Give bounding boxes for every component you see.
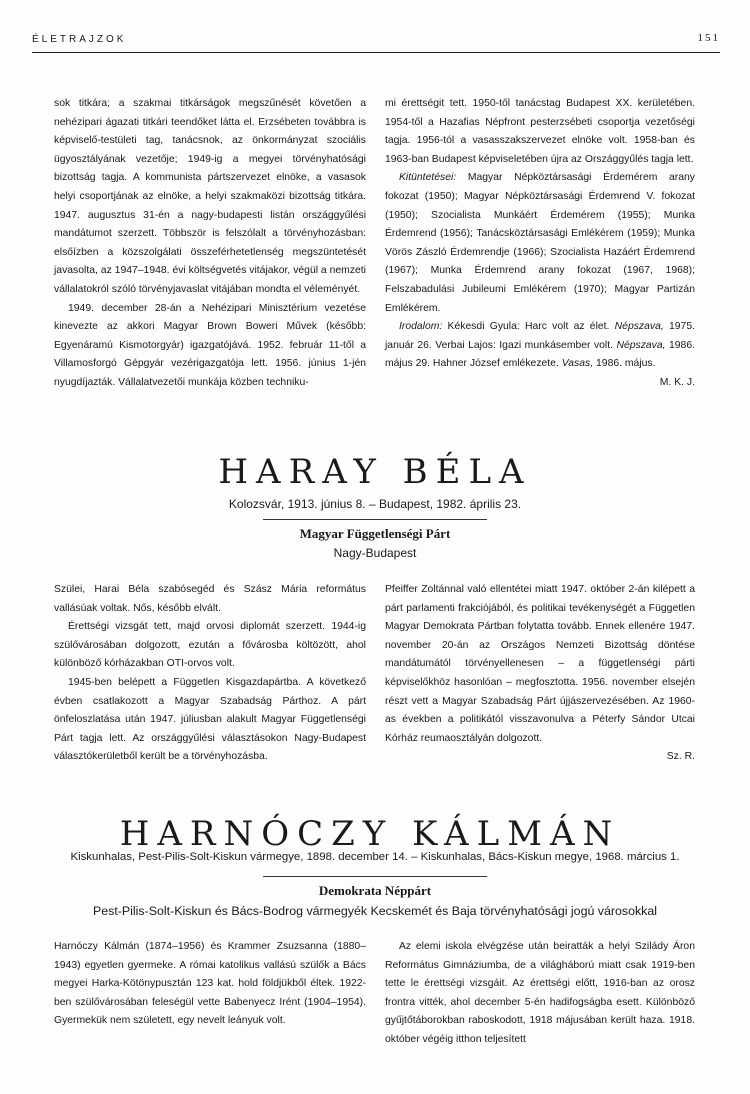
paragraph: 1945-ben belépett a Független Kisgazdapártba. A következő évben csatlakozott a Magyar Szabadság Párthoz. A párt önfeloszlatása után 1947. júliusban alakult Magyar Függetlenségi Párt tagja lett. Az országgyűlési választásokon Nagy-Budapest választókerületből került be a törvényhozásba. <box>54 676 366 763</box>
entry-constituency: Nagy-Budapest <box>333 546 417 560</box>
paragraph: mi érettségit tett. 1950-től tanácstag Budapest XX. kerületében. 1954-től a Hazafias Népfront pesterzsébeti csoportja vezetőségi tagja. 1956-tól a vasasszakszervezet elnöke volt. 1958-ban és 1963-ban Budapest képviseletében újra az Országgyűlés tagja lett. <box>385 98 695 165</box>
entry-right-column <box>385 581 695 767</box>
paragraph: Harnóczy Kálmán (1874–1956) és Krammer Zsuzsanna (1880–1943) egyetlen gyermeke. A római katolikus vallású szülők a Bács megyei Harka-Kötönypusztán 123 kat. hold földjükből éltek. 1922-ben szülővárosában feleségül vette Babenyecz Irént (1904–1954). Gyermekük nem született, egy nevelt leányuk volt. <box>54 941 366 1027</box>
literature-paragraph <box>385 318 695 374</box>
entry-name: HARNÓCZY KÁLMÁN <box>119 814 621 854</box>
paragraph: sok titkára; a szakmai titkárságok megszűnését követően a nehézipari ágazati titkári teendőket látta el. Erzsébeten továbbra is képviselő-testületi tag, tanácsnok, az önkormányzat szociális ügyosztályának vezetője; 1949-ig a megyei törvényhatósági bizottság tagja. A kommunista pártszervezet elnöke, a vasasok helyi csoportjának az elnöke, a helyi szakmaközi bizottság titkára. 1947. augusztus 31-én a nagy-budapesti listán országgyűlési mandátumot szerzett. Többször is felszólalt a törvényhozásban: elsőízben a közszolgálati összeférhetetlenség megszüntetését javasolta, az 1947–1948. évi költségvetés vitájakor, végül a nemzeti vállalatokról szóló törvényjavaslat vitájában mondta el véleményét. <box>54 98 366 295</box>
entry-right-column <box>385 938 695 1050</box>
entry-left-column <box>54 938 366 1031</box>
paragraph: Az elemi iskola elvégzése után beiratták a helyi Szilády Áron Református Gimnáziumba, de a világháború miatt csak 1919-ben tette le érettségi vizsgáit. Az érettségi előtt, 1916-ban az orosz frontra vitték, ahol december 5-én hadifogságba esett. Különböző gyűjtőtáborokban raboskodott, 1918 májusában került haza. 1918. október végéig itthon teljesített <box>385 941 695 1045</box>
entry-dates: Kolozsvár, 1913. június 8. – Budapest, 1982. április 23. <box>228 497 522 511</box>
author-signature: M. K. J. <box>659 376 695 388</box>
paragraph: 1949. december 28-án a Nehézipari Minisztérium vezetése kinevezte az akkori Magyar Brown Boweri Művek (később: Egyenáramú Kismotorgyár) igazgatójává. 1952. február 11-től a Villamosforgó Gépgyár vezérigazgatója lett. 1956. június 1-jén nyugdíjazták. Vállalatvezetői munkája közben techniku- <box>54 302 366 388</box>
page-number: 151 <box>697 32 720 44</box>
divider <box>263 876 487 877</box>
literature-source: Népszava, <box>616 339 666 351</box>
entry-left-column <box>54 581 366 767</box>
literature-label: Irodalom: <box>399 321 443 333</box>
entry-name: HARAY BÉLA <box>218 452 532 492</box>
awards-text: Magyar Népköztársasági Érdemérem arany fokozat (1950); Magyar Népköztársasági Érdemrend V. fokozat (1950); Szocialista Munkáért Érdemérem (1955); Munka Érdemrend (1956); Tanácsköztársasági Emlékérem (1959); Munka Vörös Zászló Érdemrendje (1966); Szocialista Hazáért Érdemrend (1967); Munka Érdemrend arany fokozat (1967, 1968); Felszabadulási Jubileumi Emlékérem (1970); Magyar Partizán Emlékérem. <box>385 172 695 314</box>
prev-entry-right-column <box>385 95 695 393</box>
entry-dates: Kiskunhalas, Pest-Pilis-Solt-Kiskun vármegye, 1898. december 14. – Kiskunhalas, Bács-Kiskun megye, 1968. március 1. <box>70 851 680 863</box>
section-title: ÉLETRAJZOK <box>32 34 127 45</box>
paragraph: Pfeiffer Zoltánnal való ellentétei miatt 1947. október 2-án kilépett a párt parlamenti frakciójából, és politikai tevékenységét a Független Magyar Demokrata Pártban folytatta tovább. Ennek ellenére 1947. november 20-án az Országos Nemzeti Bizottság döntése mandátumától törvényellenesen – a függetlenségi párti képviselőkhöz hasonlóan – megfosztotta. 1956. november elsején részt vett a Magyar Szabadság Párt újjászervezésében. Az 1960-as években a politikától visszavonulva a Péterfy Sándor Utcai Kórház reumaosztályán dolgozott. <box>385 584 695 744</box>
prev-entry-left-column <box>54 95 366 393</box>
running-header <box>32 30 720 53</box>
paragraph: Érettségi vizsgát tett, majd orvosi diplomát szerzett. 1944-ig szülővárosában dolgozott, ezután a fővárosba költözött, ahol különböző kórházakban OTI-orvos volt. <box>54 621 366 670</box>
divider <box>263 519 487 520</box>
entry-constituency: Pest-Pilis-Solt-Kiskun és Bács-Bodrog vármegyék Kecskemét és Baja törvényhatósági jogú városokkal <box>92 904 658 918</box>
entry-party: Magyar Függetlenségi Párt <box>299 526 451 541</box>
literature-text: Kékesdi Gyula: Harc volt az élet. <box>442 321 615 333</box>
literature-source: Vasas, <box>561 358 594 370</box>
paragraph: Szülei, Harai Béla szabósegéd és Szász Mária református vallásúak voltak. Nős, később elvált. <box>54 584 366 614</box>
awards-label: Kitüntetései: <box>399 172 457 184</box>
awards-paragraph <box>385 169 695 318</box>
literature-text: 1975. január 26. Verbai Lajos: Igazi munkásember volt. <box>385 321 695 351</box>
entry-party: Demokrata Néppárt <box>318 883 432 898</box>
literature-source: Népszava, <box>614 321 664 333</box>
author-signature: Sz. R. <box>666 751 695 763</box>
literature-text: 1986. május 29. Hahner József emlékezete. <box>385 339 695 370</box>
literature-text: 1986. május. <box>593 358 656 370</box>
